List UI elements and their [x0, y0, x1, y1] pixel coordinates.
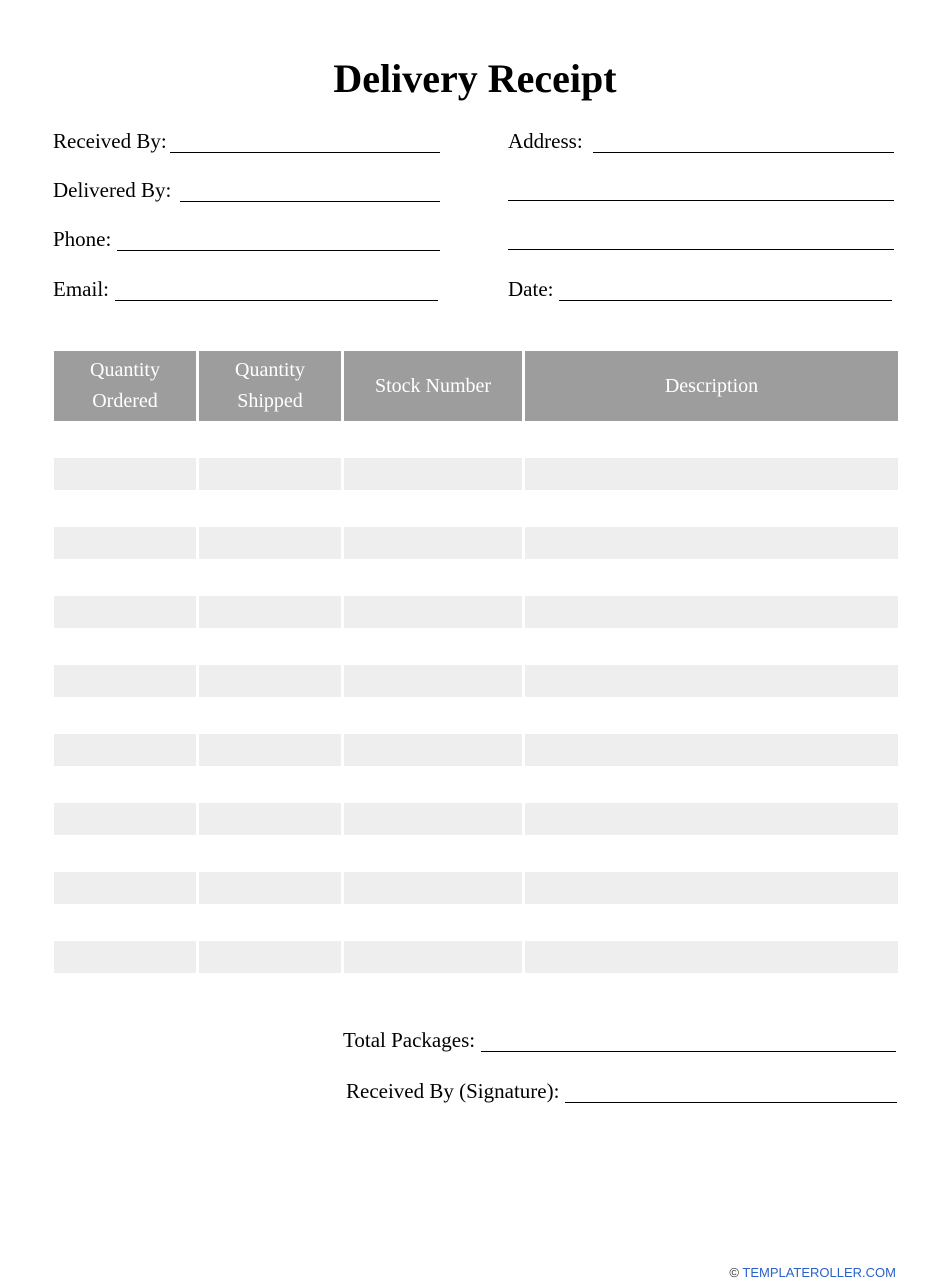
table-cell[interactable] — [54, 596, 196, 628]
table-cell[interactable] — [525, 628, 898, 665]
table-cell[interactable] — [344, 697, 522, 734]
table-cell[interactable] — [199, 421, 341, 458]
table-header-row — [54, 351, 898, 421]
table-cell[interactable] — [54, 766, 196, 803]
table-cell[interactable] — [525, 421, 898, 458]
table-cell[interactable] — [525, 803, 898, 835]
received-by-line[interactable] — [170, 132, 440, 153]
date-line[interactable] — [559, 280, 892, 301]
document-title: Delivery Receipt — [333, 56, 617, 101]
table-cell[interactable] — [344, 835, 522, 872]
signature-label: Received By (Signature): — [346, 1079, 560, 1103]
table-cell[interactable] — [54, 490, 196, 527]
table-cell[interactable] — [344, 559, 522, 596]
table-row — [54, 665, 898, 697]
address-line-2[interactable] — [508, 200, 894, 201]
copyright-symbol: © — [729, 1265, 739, 1280]
table-cell[interactable] — [525, 527, 898, 559]
signature-line[interactable] — [565, 1082, 897, 1103]
table-row — [54, 734, 898, 766]
table-cell[interactable] — [344, 458, 522, 490]
table-cell[interactable] — [344, 665, 522, 697]
delivered-by-field[interactable] — [53, 178, 440, 202]
footer-link[interactable]: TEMPLATEROLLER.COM — [742, 1265, 896, 1280]
delivered-by-label: Delivered By: — [53, 178, 172, 202]
email-label: Email: — [53, 277, 109, 301]
table-cell[interactable] — [525, 490, 898, 527]
table-cell[interactable] — [54, 872, 196, 904]
table-cell[interactable] — [199, 697, 341, 734]
total-packages-line[interactable] — [481, 1031, 896, 1052]
table-cell[interactable] — [525, 941, 898, 973]
table-cell[interactable] — [344, 904, 522, 941]
table-cell[interactable] — [525, 559, 898, 596]
table-cell[interactable] — [199, 628, 341, 665]
table-cell[interactable] — [344, 628, 522, 665]
table-cell[interactable] — [199, 458, 341, 490]
header-stock-number: Stock Number — [344, 351, 522, 421]
received-by-label: Received By: — [53, 129, 167, 153]
table-cell[interactable] — [54, 665, 196, 697]
table-row — [54, 803, 898, 835]
header-description: Description — [525, 351, 898, 421]
table-cell[interactable] — [525, 665, 898, 697]
table-cell[interactable] — [525, 835, 898, 872]
delivered-by-line[interactable] — [180, 181, 440, 202]
total-packages-label: Total Packages: — [343, 1028, 476, 1052]
header-quantity-ordered: Quantity Ordered — [54, 351, 196, 421]
table-row — [54, 766, 898, 803]
table-row — [54, 527, 898, 559]
table-cell[interactable] — [525, 596, 898, 628]
phone-field[interactable] — [53, 227, 440, 251]
date-field[interactable] — [508, 277, 892, 301]
table-cell[interactable] — [344, 734, 522, 766]
table-cell[interactable] — [54, 559, 196, 596]
table-cell[interactable] — [199, 559, 341, 596]
table-cell[interactable] — [54, 527, 196, 559]
table-row — [54, 628, 898, 665]
total-packages-field[interactable] — [343, 1028, 896, 1052]
table-cell[interactable] — [525, 872, 898, 904]
items-table — [54, 351, 898, 973]
table-cell[interactable] — [344, 596, 522, 628]
table-cell[interactable] — [525, 904, 898, 941]
table-cell[interactable] — [54, 421, 196, 458]
table-row — [54, 835, 898, 872]
table-cell[interactable] — [54, 734, 196, 766]
table-cell[interactable] — [199, 904, 341, 941]
table-row — [54, 596, 898, 628]
table-cell[interactable] — [199, 803, 341, 835]
table-cell[interactable] — [344, 803, 522, 835]
table-cell[interactable] — [525, 458, 898, 490]
table-cell[interactable] — [344, 527, 522, 559]
table-cell[interactable] — [199, 596, 341, 628]
footer-credit — [729, 1266, 896, 1280]
table-cell[interactable] — [344, 872, 522, 904]
date-label: Date: — [508, 277, 554, 301]
table-cell[interactable] — [199, 527, 341, 559]
table-cell[interactable] — [525, 734, 898, 766]
address-label: Address: — [508, 129, 583, 153]
table-row — [54, 559, 898, 596]
address-line-3[interactable] — [508, 249, 894, 250]
table-cell[interactable] — [54, 835, 196, 872]
table-cell[interactable] — [54, 941, 196, 973]
email-field[interactable] — [53, 277, 438, 301]
table-cell[interactable] — [199, 835, 341, 872]
table-cell[interactable] — [199, 766, 341, 803]
address-field[interactable] — [508, 129, 894, 153]
table-cell[interactable] — [344, 421, 522, 458]
table-row — [54, 872, 898, 904]
phone-label: Phone: — [53, 227, 112, 251]
table-cell[interactable] — [54, 458, 196, 490]
table-cell[interactable] — [525, 766, 898, 803]
table-cell[interactable] — [199, 665, 341, 697]
table-row — [54, 941, 898, 973]
table-cell[interactable] — [199, 941, 341, 973]
table-cell[interactable] — [54, 904, 196, 941]
table-row — [54, 490, 898, 527]
table-cell[interactable] — [199, 490, 341, 527]
table-row — [54, 421, 898, 458]
table-row — [54, 458, 898, 490]
phone-line[interactable] — [117, 230, 440, 251]
received-by-field[interactable] — [53, 129, 440, 153]
table-cell[interactable] — [54, 803, 196, 835]
table-body — [54, 421, 898, 973]
table-cell[interactable] — [344, 490, 522, 527]
header-quantity-shipped: Quantity Shipped — [199, 351, 341, 421]
table-cell[interactable] — [199, 734, 341, 766]
table-cell[interactable] — [54, 628, 196, 665]
signature-field[interactable] — [346, 1079, 897, 1103]
table-cell[interactable] — [344, 941, 522, 973]
table-cell[interactable] — [199, 872, 341, 904]
email-line[interactable] — [115, 280, 438, 301]
table-row — [54, 697, 898, 734]
table-row — [54, 904, 898, 941]
address-line[interactable] — [593, 132, 894, 153]
table-cell[interactable] — [525, 697, 898, 734]
table-cell[interactable] — [54, 697, 196, 734]
table-cell[interactable] — [344, 766, 522, 803]
